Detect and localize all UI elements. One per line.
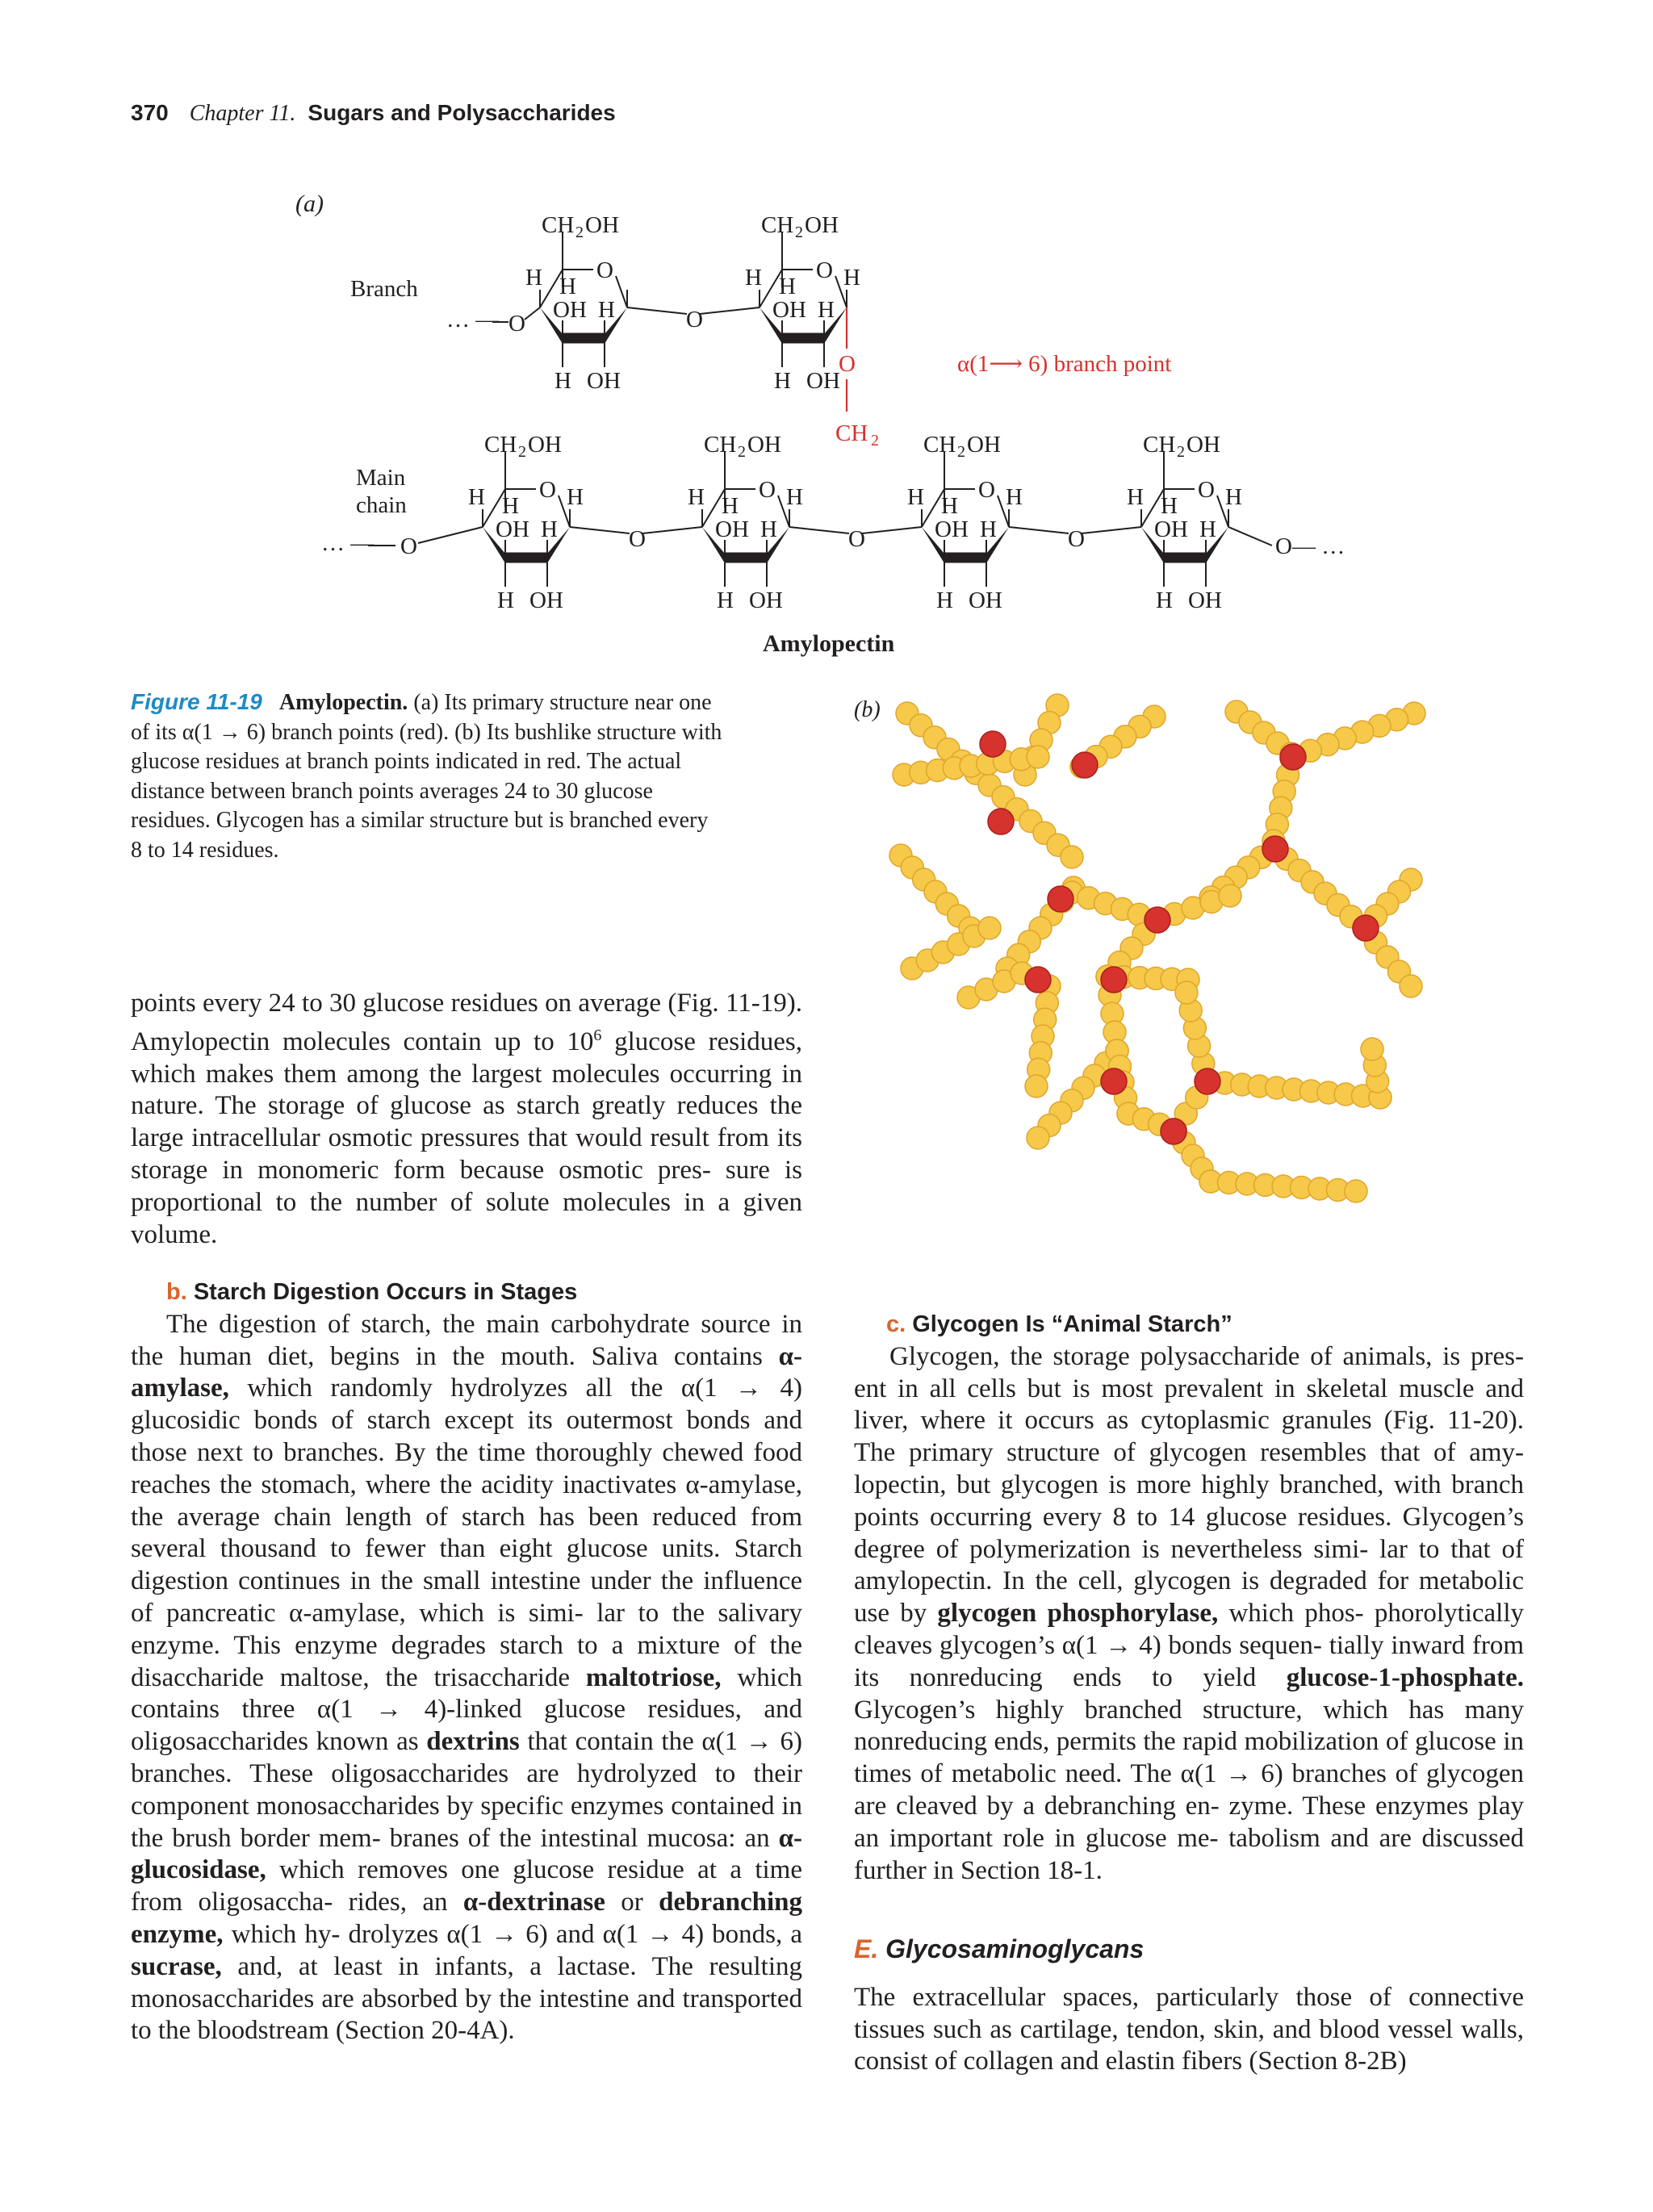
glycosidic-bond bbox=[627, 307, 687, 314]
glucose-residue bbox=[1175, 981, 1198, 1004]
molecule-name: Amylopectin bbox=[763, 630, 895, 657]
glycosidic-o: O bbox=[686, 307, 703, 332]
atom-subscript: 2 bbox=[957, 443, 965, 461]
glycosidic-bond bbox=[862, 527, 922, 533]
atom-label: OH bbox=[553, 297, 587, 323]
branch-point-residue bbox=[1145, 907, 1170, 933]
glycosidic-bond bbox=[1228, 527, 1272, 546]
branch-point-residue bbox=[1353, 915, 1379, 941]
atom-label: OH bbox=[528, 432, 562, 458]
atom-label: H bbox=[818, 297, 835, 323]
chain-ellipsis: O— … bbox=[1275, 533, 1345, 559]
branch-point-residue bbox=[1101, 967, 1127, 993]
atom-label: H bbox=[1156, 587, 1173, 613]
glycosidic-bond bbox=[1009, 527, 1069, 533]
section-b-heading bbox=[166, 1277, 802, 1309]
atom-label: H bbox=[1225, 484, 1242, 510]
section-b-paragraph: The digestion of starch, the main carbohydrate source in the human diet, begins in the mouth. Saliva contains α-amylase, which randomly hydrolyzes all the α(1 → 4) glucosidic bonds of starch except its outermost bonds and those next to branches. By the time thoroughly chewed food reaches the stomach, where the acidity inactivates α-amylase, the average chain length of starch has been reduced from several thousand to fewer than eight glucose units. Starch digestion continues in the small intestine under the influence of pancreatic α-amylase, which is simi- lar to the salivary enzyme. This enzyme degrades starch to a mixture of the disaccharide maltose, the trisaccharide maltotriose, which contains three α(1 → 4)-linked glucose residues, and oligosaccharides known as dextrins that contain the α(1 → 6) branches. These oligosaccharides are hydrolyzed to their component monosaccharides by specific enzymes contained in the brush border mem- branes of the intestinal mucosa: an α-glucosidase, which removes one glucose residue at a time from oligosaccha- rides, an α-dextrinase or debranching enzyme, which hy- drolyzes α(1 → 6) and α(1 → 4) bonds, a sucrase, and, at least in infants, a lactase. The resulting monosaccharides are absorbed by the intestine and transported to the bloodstream (Section 20-4A). bbox=[131, 1309, 803, 2046]
branch-label: Branch bbox=[350, 276, 418, 302]
branch-point-residue bbox=[1262, 836, 1288, 862]
ring-bond bbox=[616, 276, 627, 307]
atom-label: OH bbox=[529, 587, 563, 613]
atom-label: OH bbox=[1154, 516, 1188, 542]
chain-ellipsis: … — bbox=[321, 530, 375, 556]
atom-label: H bbox=[941, 493, 958, 519]
atom-label: H bbox=[559, 274, 576, 299]
page-number: 370 bbox=[131, 100, 169, 125]
atom-label: OH bbox=[715, 516, 749, 542]
atom-label: H bbox=[497, 587, 514, 613]
atom-label: O bbox=[978, 477, 995, 503]
atom-label: H bbox=[779, 274, 796, 299]
atom-label: CH bbox=[484, 432, 517, 458]
main-chain-label-2: chain bbox=[356, 492, 407, 518]
glucose-residue-chains bbox=[889, 694, 1425, 1202]
glycosidic-bond bbox=[418, 527, 483, 543]
atom-label: O bbox=[1198, 477, 1215, 503]
glycosidic-bond bbox=[700, 307, 760, 314]
section-e-paragraph: The extracellular spaces, particularly those of connective tissues such as cartilage, tendon, skin, and blood vessel walls, consist of collagen and elastin fibers (Section 8-2B) bbox=[854, 1982, 1524, 2076]
glucose-residue bbox=[1061, 846, 1083, 868]
figure-caption bbox=[131, 688, 807, 865]
branch-point-residue bbox=[1025, 967, 1051, 993]
figure-label: Figure 11-19 bbox=[131, 689, 262, 714]
branch-point-residue bbox=[1048, 886, 1073, 912]
glucose-residue bbox=[1345, 1180, 1367, 1202]
caption-line: of its α(1 → 6) branch points (red). (b) Its bushlike structure with bbox=[131, 719, 722, 745]
glycosidic-bond bbox=[642, 527, 702, 533]
atom-label: H bbox=[1127, 484, 1144, 510]
atom-label: H bbox=[980, 516, 997, 542]
atom-label: CH bbox=[1143, 432, 1176, 458]
atom-label: O bbox=[596, 257, 613, 283]
branch-point-residue bbox=[988, 809, 1014, 834]
glucose-residue bbox=[1025, 1075, 1048, 1098]
branch-ch2-subscript: 2 bbox=[871, 432, 879, 450]
atom-label: CH bbox=[704, 432, 737, 458]
section-e bbox=[854, 1934, 1524, 2078]
branch-point-residue bbox=[1072, 752, 1098, 778]
glycosidic-bond bbox=[1082, 527, 1141, 533]
glycosidic-bond bbox=[570, 527, 630, 533]
atom-subscript: 2 bbox=[518, 443, 526, 461]
glycosidic-o: O bbox=[848, 526, 865, 552]
atom-label: O bbox=[759, 477, 776, 503]
atom-label: H bbox=[745, 265, 762, 291]
atom-subscript: 2 bbox=[738, 443, 746, 461]
intro-paragraph: points every 24 to 30 glucose residues on average (Fig. 11-19). Amylopectin molecules contain up to $10^6$ glucose residues, which makes them among the largest molecules occurring in nature. The storage of glucose as starch greatly reduces the large intracellular osmotic pressures that would result from its storage in monomeric form because osmotic pres- sure is proportional to the number of solute molecules in a given volume. bbox=[131, 989, 802, 1249]
branch-point-residue bbox=[1195, 1068, 1220, 1094]
atom-label: OH bbox=[1188, 587, 1222, 613]
branch-point-residue bbox=[980, 731, 1006, 757]
atom-label: H bbox=[554, 368, 571, 394]
atom-label: H bbox=[722, 493, 739, 519]
atom-label: H bbox=[936, 587, 953, 613]
atom-label: H bbox=[774, 368, 791, 394]
atom-subscript: 2 bbox=[1177, 443, 1185, 461]
section-c-paragraph: Glycogen, the storage polysaccharide of animals, is pres- ent in all cells but is most prevalent in skeletal muscle and liver, where it occurs as cytoplasmic granules (Fig. 11-20). The primary structure of glycogen resembles that of amy- lopectin, but glycogen is more highly branched, with branch points occurring every 8 to 14 glucose residues. Glycogen’s degree of polymerization is nevertheless simi- lar to that of amylopectin. In the cell, glycogen is degraded for metabolic use by glycogen phosphorylase, which phos- phorolytically cleaves glycogen’s α(1 → 4) bonds sequen- tially inward from its nonreducing ends to yield glucose-1-phosphate. Glycogen’s highly branched structure, which has many nonreducing ends, permits the rapid mobilization of glucose in times of metabolic need. The α(1 → 6) branches of glycogen are cleaved by a debranching en- zyme. These enzymes play an important role in glucose me- tabolism and are discussed further in Section 18-1. bbox=[854, 1341, 1525, 1885]
glucose-residue bbox=[978, 917, 1001, 939]
main-chain-label-1: Main bbox=[356, 465, 406, 491]
branch-ch2: CH bbox=[835, 420, 868, 446]
glucose-residue bbox=[1027, 746, 1049, 768]
caption-line: residues. Glycogen has a similar structure but is branched every bbox=[131, 808, 709, 833]
atom-label: H bbox=[541, 516, 558, 542]
branch-point-residue bbox=[1280, 744, 1306, 770]
glucose-ring-drawings bbox=[321, 212, 1345, 613]
glucose-residue bbox=[1400, 975, 1422, 997]
atom-label: CH bbox=[542, 212, 575, 238]
atom-label: OH bbox=[806, 368, 840, 394]
atom-label: O bbox=[816, 257, 833, 283]
section-e-letter: E. bbox=[854, 1934, 879, 1963]
atom-label: H bbox=[567, 484, 584, 510]
glycosidic-o: O bbox=[400, 533, 417, 559]
atom-label: H bbox=[598, 297, 615, 323]
panel-b-label: (b) bbox=[854, 697, 881, 722]
section-c-letter: c. bbox=[886, 1311, 906, 1337]
atom-label: OH bbox=[772, 297, 806, 323]
atom-label: OH bbox=[967, 432, 1001, 458]
glycosidic-bond bbox=[789, 527, 849, 533]
atom-label: H bbox=[525, 265, 542, 291]
atom-label: OH bbox=[935, 516, 969, 542]
caption-line: 8 to 14 residues. bbox=[131, 837, 279, 863]
figure-title: Amylopectin. bbox=[278, 690, 408, 715]
section-c bbox=[854, 1309, 1524, 1887]
atom-label: O bbox=[539, 477, 556, 503]
chain-ellipsis: … — bbox=[446, 307, 500, 332]
caption-line: glucose residues at branch points indicated in red. The actual bbox=[131, 749, 682, 774]
atom-label: H bbox=[688, 484, 705, 510]
atom-label: H bbox=[786, 484, 803, 510]
section-c-title: Glycogen Is “Animal Starch” bbox=[912, 1311, 1232, 1337]
chapter-title: Sugars and Polysaccharides bbox=[308, 100, 616, 125]
atom-label: H bbox=[502, 493, 519, 519]
branch-point-label: α(1⟶ 6) branch point bbox=[957, 351, 1172, 377]
section-e-title: Glycosaminoglycans bbox=[885, 1934, 1145, 1963]
panel-a-label: (a) bbox=[295, 190, 324, 217]
atom-label: H bbox=[760, 516, 777, 542]
section-e-heading bbox=[854, 1934, 1524, 1966]
glucose-residue bbox=[1219, 884, 1241, 907]
atom-label: H bbox=[907, 484, 924, 510]
atom-label: OH bbox=[747, 432, 781, 458]
section-b-letter: b. bbox=[166, 1279, 187, 1305]
caption-line: (a) Its primary structure near one bbox=[413, 690, 712, 715]
atom-label: OH bbox=[496, 516, 529, 542]
atom-label: H bbox=[1161, 493, 1178, 519]
atom-label: OH bbox=[585, 212, 619, 238]
glycosidic-bond bbox=[525, 307, 540, 320]
atom-label: H bbox=[843, 265, 860, 291]
glycosidic-o: O bbox=[508, 311, 525, 337]
branch-oxygen: O bbox=[839, 351, 856, 377]
atom-label: OH bbox=[587, 368, 621, 394]
atom-label: H bbox=[1199, 516, 1216, 542]
amylopectin-bush-diagram bbox=[839, 678, 1653, 1227]
atom-label: OH bbox=[805, 212, 839, 238]
glucose-residue bbox=[1361, 1038, 1383, 1060]
left-intro-paragraph bbox=[131, 988, 802, 1251]
glycosidic-o: O bbox=[629, 526, 646, 552]
atom-label: CH bbox=[923, 432, 956, 458]
section-c-heading bbox=[886, 1309, 1524, 1341]
atom-label: CH bbox=[761, 212, 794, 238]
caption-line: distance between branch points averages 24 to 30 glucose bbox=[131, 778, 653, 804]
branch-point-residue bbox=[1161, 1119, 1186, 1144]
atom-label: H bbox=[717, 587, 734, 613]
chapter-label: Chapter 11. bbox=[189, 101, 296, 126]
glucose-residue bbox=[1027, 1127, 1049, 1149]
atom-subscript: 2 bbox=[575, 224, 584, 241]
atom-subscript: 2 bbox=[795, 224, 803, 241]
branch-point-residue bbox=[1101, 1068, 1127, 1094]
amylopectin-structure-diagram bbox=[0, 0, 1653, 678]
glycosidic-o: O bbox=[1068, 526, 1085, 552]
atom-label: OH bbox=[1186, 432, 1220, 458]
section-b bbox=[131, 1277, 802, 2047]
atom-label: OH bbox=[749, 587, 783, 613]
atom-label: H bbox=[468, 484, 485, 510]
section-b-title: Starch Digestion Occurs in Stages bbox=[193, 1279, 578, 1305]
atom-label: OH bbox=[969, 587, 1002, 613]
atom-label: H bbox=[1006, 484, 1023, 510]
